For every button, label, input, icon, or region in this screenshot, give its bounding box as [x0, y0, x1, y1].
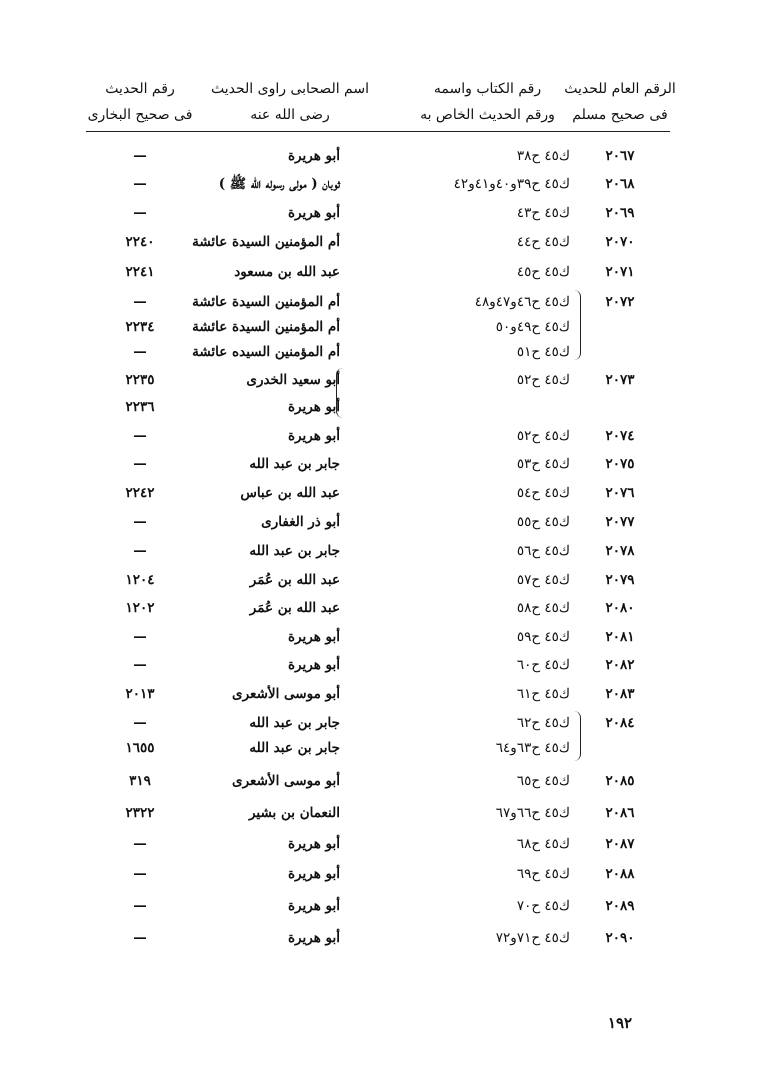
row-general-number: ٢٠٧١ — [605, 264, 635, 280]
row-book-number: ك٤٥ ح٧١و٧٢ — [495, 930, 570, 946]
header-general-number-line2: فى صحيح مسلم — [572, 107, 668, 123]
row-narrator: أبو هريرة — [287, 898, 340, 914]
row-book-number: ك٤٥ ح٦٥ — [516, 773, 570, 789]
row-bukhari: ١٦٥٥ — [125, 740, 155, 756]
row-book-number: ك٤٥ ح٦٠ — [516, 657, 570, 673]
row-general-number: ٢٠٨٥ — [605, 773, 635, 789]
row-general-number: ٢٠٨٣ — [605, 686, 635, 702]
row-narrator: أبو هريرة — [287, 428, 340, 444]
row-book-number: ك٤٥ ح٦٢ — [516, 715, 570, 731]
row-book-number: ك٤٥ ح٦٣و٦٤ — [495, 740, 570, 756]
row-narrator: عبد الله بن عُمَر — [249, 600, 340, 616]
row-general-number: ٢٠٨١ — [605, 629, 635, 645]
row-narrator: أم المؤمنين السيدة عائشة — [192, 319, 340, 335]
row-bukhari: — — [133, 514, 147, 530]
row-general-number: ٢٠٧٥ — [605, 456, 635, 472]
row-narrator: أبو ذر الغفارى — [261, 514, 340, 530]
row-book-number: ك٤٥ ح٤٩و٥٠ — [495, 319, 570, 335]
row-narrator: أبو هريرة — [287, 399, 340, 415]
row-book-number: ك٤٥ ح٣٩و٤٠و٤١و٤٢ — [453, 176, 570, 192]
header-general-number — [560, 76, 680, 128]
row-general-number: ٢٠٩٠ — [605, 930, 635, 946]
row-book-number: ك٤٥ ح٤٣ — [516, 205, 570, 221]
row-bukhari: — — [133, 428, 147, 444]
row-narrator: جابر بن عبد الله — [249, 740, 340, 756]
row-book-number: ك٤٥ ح٦٨ — [516, 836, 570, 852]
row-bukhari: ١٢٠٤ — [125, 572, 155, 588]
row-general-number: ٢٠٧٤ — [605, 428, 635, 444]
row-book-number: ك٤٥ ح٦١ — [516, 686, 570, 702]
row-bukhari: — — [133, 836, 147, 852]
row-narrator: أبو هريرة — [287, 866, 340, 882]
row-general-number: ٢٠٦٨ — [605, 176, 635, 192]
row-bukhari: — — [133, 898, 147, 914]
row-general-number: ٢٠٨٨ — [605, 866, 635, 882]
row-bukhari: — — [133, 657, 147, 673]
row-book-number: ك٤٥ ح٤٥ — [516, 264, 570, 280]
row-narrator: عبد الله بن عباس — [240, 485, 340, 501]
header-bukhari — [85, 76, 195, 128]
row-bukhari: ٢٢٣٥ — [125, 372, 155, 388]
row-bukhari: — — [133, 629, 147, 645]
row-bukhari: — — [133, 176, 147, 192]
group-brace — [574, 290, 581, 360]
row-book-number: ك٤٥ ح٤٦و٤٧و٤٨ — [474, 294, 570, 310]
header-book-number — [405, 76, 570, 128]
row-book-number: ك٤٥ ح٥٢ — [516, 428, 570, 444]
row-general-number: ٢٠٧٩ — [605, 572, 635, 588]
row-narrator: عبد الله بن عُمَر — [249, 572, 340, 588]
row-general-number: ٢٠٧٨ — [605, 543, 635, 559]
row-bukhari: — — [133, 930, 147, 946]
header-bukhari-line1: رقم الحديث — [105, 81, 175, 97]
row-bukhari: — — [133, 148, 147, 164]
row-narrator: أبو هريرة — [287, 629, 340, 645]
row-bukhari: ٢٢٤١ — [125, 264, 155, 280]
group-brace — [336, 368, 343, 418]
header-book-number-line2: ورقم الحديث الخاص به — [420, 107, 555, 123]
row-bukhari: — — [133, 715, 147, 731]
row-narrator: أبو هريرة — [287, 148, 340, 164]
row-general-number: ٢٠٨٧ — [605, 836, 635, 852]
header-book-number-line1: رقم الكتاب واسمه — [433, 81, 542, 97]
row-narrator: أم المؤمنين السيدة عائشة — [192, 234, 340, 250]
row-general-number: ٢٠٦٩ — [605, 205, 635, 221]
row-bukhari: ٣١٩ — [129, 773, 151, 789]
row-bukhari: — — [133, 866, 147, 882]
row-narrator: أبو موسى الأشعرى — [232, 686, 340, 702]
row-book-number: ك٤٥ ح٥٨ — [516, 600, 570, 616]
row-narrator: ثوبان ( مولى رسوله الله ﷺ ) — [218, 176, 340, 192]
row-book-number: ك٤٥ ح٦٦و٦٧ — [495, 805, 570, 821]
row-book-number: ك٤٥ ح٥٦ — [516, 543, 570, 559]
row-book-number: ك٤٥ ح٥٧ — [516, 572, 570, 588]
row-general-number: ٢٠٧٣ — [605, 372, 635, 388]
row-narrator: أبو هريرة — [287, 930, 340, 946]
header-bukhari-line2: فى صحيح البخارى — [87, 107, 193, 123]
row-narrator: جابر بن عبد الله — [249, 456, 340, 472]
row-bukhari: — — [133, 205, 147, 221]
row-bukhari: ١٢٠٢ — [125, 600, 155, 616]
row-book-number: ك٤٥ ح٥٣ — [516, 456, 570, 472]
row-narrator: أبو هريرة — [287, 205, 340, 221]
row-general-number: ٢٠٧٦ — [605, 485, 635, 501]
row-general-number: ٢٠٧٠ — [605, 234, 635, 250]
row-narrator: جابر بن عبد الله — [249, 715, 340, 731]
row-book-number: ك٤٥ ح٧٠ — [516, 898, 570, 914]
row-narrator: أم المؤمنين السيدة عائشة — [192, 294, 340, 310]
row-book-number: ك٤٥ ح٥٥ — [516, 514, 570, 530]
row-general-number: ٢٠٨٤ — [605, 715, 635, 731]
row-narrator: أبو هريرة — [287, 836, 340, 852]
row-narrator: أبو موسى الأشعرى — [232, 773, 340, 789]
header-rule — [86, 131, 670, 132]
row-general-number: ٢٠٧٧ — [605, 514, 635, 530]
row-narrator: أم المؤمنين السيده عائشة — [192, 344, 340, 360]
row-narrator: جابر بن عبد الله — [249, 543, 340, 559]
row-bukhari: ٢٢٣٦ — [125, 399, 155, 415]
row-general-number: ٢٠٦٧ — [605, 148, 635, 164]
header-narrator-line1: اسم الصحابى راوى الحديث — [210, 81, 369, 97]
header-general-number-line1: الرقم العام للحديث — [564, 81, 676, 97]
page-number: ١٩٢ — [607, 1014, 633, 1032]
row-general-number: ٢٠٧٢ — [605, 294, 635, 310]
row-general-number: ٢٠٨٢ — [605, 657, 635, 673]
row-book-number: ك٤٥ ح٥٩ — [516, 629, 570, 645]
header-narrator — [200, 76, 380, 128]
row-narrator: عبد الله بن مسعود — [234, 264, 340, 280]
row-bukhari: ٢٢٣٤ — [125, 319, 155, 335]
row-book-number: ك٤٥ ح٥٤ — [516, 485, 570, 501]
row-general-number: ٢٠٨٦ — [605, 805, 635, 821]
row-narrator: أبو هريرة — [287, 657, 340, 673]
row-bukhari: — — [133, 294, 147, 310]
row-book-number: ك٤٥ ح٣٨ — [516, 148, 570, 164]
header-narrator-line2: رضى الله عنه — [250, 107, 330, 123]
row-bukhari: — — [133, 344, 147, 360]
group-brace — [574, 711, 581, 761]
row-bukhari: ٢٠١٣ — [125, 686, 155, 702]
row-bukhari: ٢٢٤٢ — [125, 485, 155, 501]
row-narrator: النعمان بن بشير — [248, 805, 340, 821]
row-book-number: ك٤٥ ح٥١ — [516, 344, 570, 360]
row-general-number: ٢٠٨٠ — [605, 600, 635, 616]
row-book-number: ك٤٥ ح٤٤ — [516, 234, 570, 250]
row-book-number: ك٤٥ ح٦٩ — [516, 866, 570, 882]
row-bukhari: ٢٢٤٠ — [125, 234, 155, 250]
row-general-number: ٢٠٨٩ — [605, 898, 635, 914]
row-bukhari: ٢٣٢٢ — [125, 805, 155, 821]
row-bukhari: — — [133, 456, 147, 472]
row-book-number: ك٤٥ ح٥٢ — [516, 372, 570, 388]
row-bukhari: — — [133, 543, 147, 559]
row-narrator: أبو سعيد الخدرى — [246, 372, 340, 388]
